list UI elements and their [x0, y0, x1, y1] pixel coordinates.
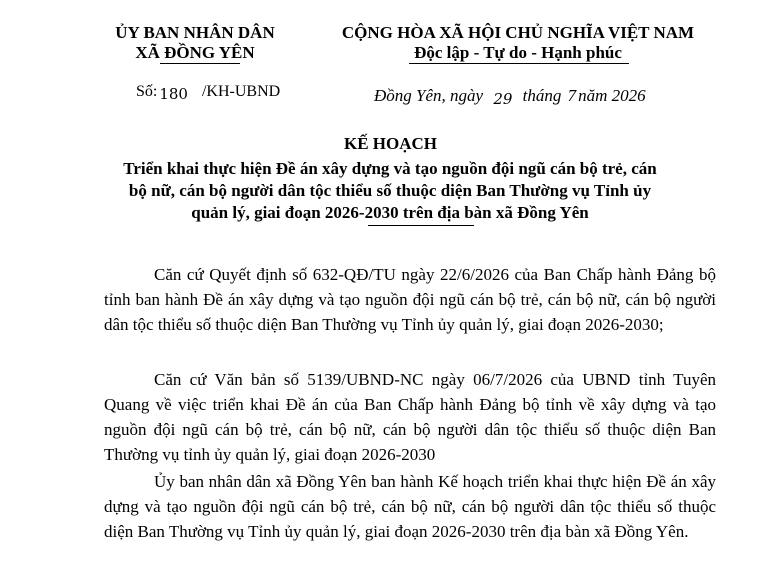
paragraph-legal-basis-1: Căn cứ Quyết định số 632-QĐ/TU ngày 22/6/2026 của Ban Chấp hành Đảng bộ tỉnh ban hành Đề án xây dựng và tạo nguồn đội ngũ cán bộ trẻ, cán bộ nữ, cán bộ người dân tộc thiểu số thuộc diện Ban Thường vụ Tỉnh ủy quản lý, giai đoạn 2026-2030;: [104, 265, 716, 334]
document-subject-line3: quản lý, giai đoạn 2026-2030 trên địa bàn xã Đồng Yên: [191, 203, 589, 222]
document-subject-line1: Triển khai thực hiện Đề án xây dựng và tạo nguồn đội ngũ cán bộ trẻ, cán: [123, 159, 657, 178]
document-subject-line2: bộ nữ, cán bộ người dân tộc thiểu số thuộc diện Ban Thường vụ Tỉnh ủy: [128, 181, 652, 200]
place-date: [374, 86, 646, 106]
date-month: 7: [567, 86, 577, 105]
nation-name: CỘNG HÒA XÃ HỘI CHỦ NGHĨA VIỆT NAM: [341, 23, 695, 42]
paragraph-legal-basis-2: Căn cứ Văn bản số 5139/UBND-NC ngày 06/7/2026 của UBND tỉnh Tuyên Quang về việc triển khai Đề án của Ban Chấp hành Đảng bộ tỉnh về xây dựng và tạo nguồn đội ngũ cán bộ trẻ, cán bộ nữ, cán bộ người dân tộc thiểu số thuộc diện Ban Thường vụ tỉnh ủy quản lý, giai đoạn 2026-2030: [104, 370, 716, 464]
doc-number-suffix: /KH-UBND: [201, 83, 281, 100]
document-type-heading: KẾ HOẠCH: [343, 134, 438, 153]
title-underline: [368, 225, 474, 226]
motto-underline: [409, 63, 629, 64]
agency-name-line1: ỦY BAN NHÂN DÂN: [115, 23, 275, 42]
agency-name-line2: XÃ ĐỒNG YÊN: [135, 43, 255, 62]
doc-number: [136, 82, 280, 101]
agency-underline: [160, 63, 240, 64]
doc-number-value: 180: [159, 85, 188, 103]
date-month-label: tháng: [522, 86, 562, 105]
nation-motto: Độc lập - Tự do - Hạnh phúc: [414, 43, 622, 62]
doc-number-label: Số:: [136, 83, 158, 100]
date-day: 29: [493, 90, 513, 108]
place-date-prefix: Đồng Yên, ngày: [374, 86, 484, 105]
paragraph-issuance: Ủy ban nhân dân xã Đồng Yên ban hành Kế hoạch triển khai thực hiện Đề án xây dựng và tạo nguồn đội ngũ cán bộ trẻ, cán bộ nữ, cán bộ người dân tộc thiểu số thuộc diện Ban Thường vụ Tỉnh ủy quản lý, giai đoạn 2026-2030 trên địa bàn xã Đồng Yên.: [104, 472, 716, 541]
date-year-label: năm 2026: [578, 86, 646, 105]
